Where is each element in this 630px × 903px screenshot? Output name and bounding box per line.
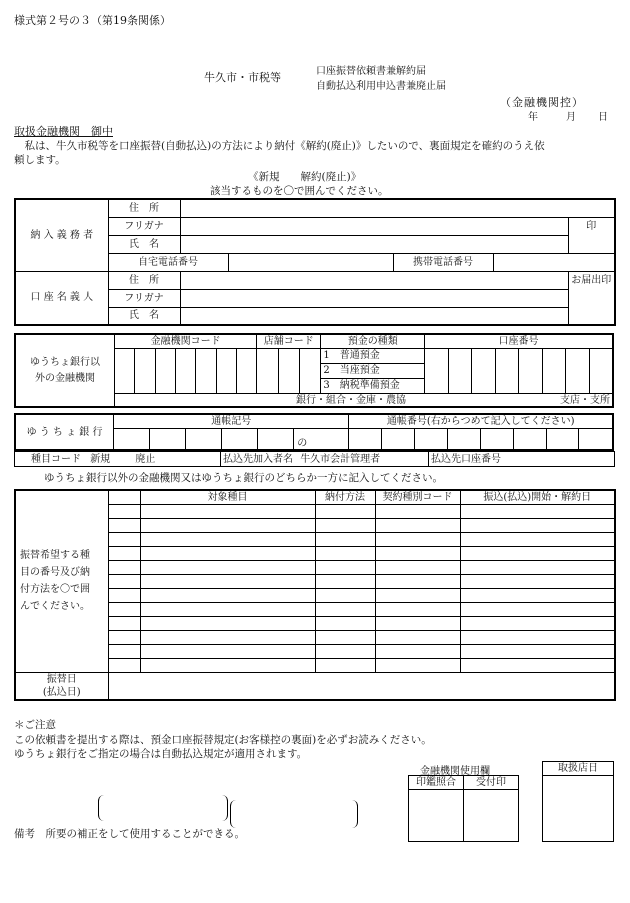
item-code-cell[interactable] xyxy=(15,452,221,467)
payee-name: 牛久市会計管理者 xyxy=(300,453,381,465)
deposit-type-option[interactable]: 1 普通預金 xyxy=(321,348,425,363)
receipt-seal-box xyxy=(464,790,519,842)
city-label: 牛久市・市税等 xyxy=(204,71,281,84)
home-phone-label: 自宅電話番号 xyxy=(108,253,228,271)
payer-address-field[interactable] xyxy=(180,199,615,217)
items-side-label: 振替希望する種 目の番号及び納 付方法を〇で囲 んでください。 xyxy=(15,490,108,672)
notes-line2: ゆうちょ銀行をご指定の場合は自動払込規定が適用されます。 xyxy=(14,748,308,760)
date-day: 日 xyxy=(598,112,608,123)
payer-seal[interactable]: 印 xyxy=(568,217,615,253)
branch-table xyxy=(542,761,614,842)
either-note: ゆうちょ銀行以外の金融機関又はゆうちょ銀行のどちらか一方に記入してください。 xyxy=(44,472,443,484)
branch-label: 取扱店日 xyxy=(543,762,614,776)
payer-name-field[interactable] xyxy=(180,235,568,253)
holder-name-field[interactable] xyxy=(180,307,568,325)
date-month: 月 xyxy=(566,112,576,123)
header-start-date: 振込(払込)開始・解約日 xyxy=(460,490,615,504)
form-number: 様式第２号の３（第19条関係） xyxy=(14,14,171,27)
payer-section-label: 納 入 義 務 者 xyxy=(15,199,108,271)
bank-kinds: 銀行・組合・金庫・農協 xyxy=(295,394,406,406)
holder-section-label: 口 座 名 義 人 xyxy=(15,271,108,325)
header-payment-method: 納付方法 xyxy=(315,490,375,504)
no-char: の xyxy=(294,428,349,450)
branch-box xyxy=(543,776,614,842)
account-number-label: 口座番号 xyxy=(425,334,613,348)
mobile-phone-field[interactable] xyxy=(493,253,615,271)
intro-line1: 私は、牛久市税等を口座振替(自動払込)の方法により納付《解約(廃止)》したいので、裏面規定を確約のうえ依 xyxy=(14,140,545,152)
receipt-seal-label: 受付印 xyxy=(464,776,519,790)
passbook-number-label: 通帳番号(右からつめて記入してください) xyxy=(349,414,613,428)
bank-use-title: 金融機関使用欄 xyxy=(420,766,490,777)
header-target-item: 対象種目 xyxy=(140,490,315,504)
payer-furigana-label: フリガナ xyxy=(108,217,180,235)
payer-name-label: 氏 名 xyxy=(108,235,180,253)
holder-furigana-field[interactable] xyxy=(180,289,568,307)
passbook-symbol-label: 通帳記号 xyxy=(114,414,349,428)
payer-table xyxy=(14,198,616,326)
correction-bracket-right xyxy=(230,800,358,828)
choice-line1: 《新規 解約(廃止)》 xyxy=(248,171,362,183)
deposit-type-option[interactable]: 3 納税準備預金 xyxy=(321,378,425,393)
items-table xyxy=(14,489,616,701)
transfer-day-label: 振替日 (払込日) xyxy=(15,672,108,700)
header-contract-code: 契約種別コード xyxy=(375,490,460,504)
branch-code-label: 店舗コード xyxy=(257,334,321,348)
payee-account-label: 払込先口座番号 xyxy=(429,452,615,467)
title-line1: 口座振替依頼書兼解約届 xyxy=(316,66,426,77)
choice-line2: 該当するものを〇で囲んでください。 xyxy=(210,185,389,197)
addressee: 取扱金融機関 御中 xyxy=(14,125,113,138)
registered-seal[interactable]: お届出印 xyxy=(568,271,615,325)
remarks: 備考 所要の補正をして使用することができる。 xyxy=(14,828,245,840)
other-bank-table xyxy=(14,333,614,408)
item-code-label: 種目コード xyxy=(31,453,81,465)
payee-name-cell xyxy=(221,452,429,467)
date-year: 年 xyxy=(528,112,538,123)
home-phone-field[interactable] xyxy=(228,253,393,271)
deposit-type-option[interactable]: 2 当座預金 xyxy=(321,363,425,378)
seal-check-label: 印鑑照合 xyxy=(409,776,464,790)
bank-use-table xyxy=(408,775,519,842)
mobile-phone-label: 携帯電話番号 xyxy=(393,253,493,271)
new-option[interactable]: 新規 xyxy=(90,453,111,465)
branch-kinds: 支店・支所 xyxy=(560,394,610,406)
intro-line2: 頼します。 xyxy=(14,154,66,166)
payer-address-label: 住 所 xyxy=(108,199,180,217)
bank-kind-row xyxy=(114,393,613,407)
transfer-day-field[interactable] xyxy=(108,672,615,700)
copy-label: （金融機関控） xyxy=(500,96,584,109)
yucho-section-label: ゆ う ち ょ 銀 行 xyxy=(15,414,114,450)
notes-line1: この依頼書を提出する際は、預金口座振替規定(お客様控の裏面)を必ずお読みください。 xyxy=(14,734,432,746)
holder-address-field[interactable] xyxy=(180,271,568,289)
notes-heading: ＊ご注意 xyxy=(14,719,56,731)
title-line2: 自動払込利用申込書兼廃止届 xyxy=(316,81,446,92)
deposit-type-label: 預金の種類 xyxy=(321,334,425,348)
payer-furigana-field[interactable] xyxy=(180,217,568,235)
payee-name-label: 払込先加入者名 xyxy=(223,453,293,465)
holder-address-label: 住 所 xyxy=(108,271,180,289)
other-bank-section-label: ゆうちょ銀行以 外の金融機関 xyxy=(15,334,114,407)
yucho-table xyxy=(14,413,614,451)
seal-check-box xyxy=(409,790,464,842)
holder-furigana-label: フリガナ xyxy=(108,289,180,307)
bank-code-label: 金融機関コード xyxy=(114,334,256,348)
holder-name-label: 氏 名 xyxy=(108,307,180,325)
code-row-table xyxy=(14,451,615,467)
correction-bracket-left xyxy=(98,795,228,821)
abolish-option[interactable]: 廃止 xyxy=(135,453,156,465)
